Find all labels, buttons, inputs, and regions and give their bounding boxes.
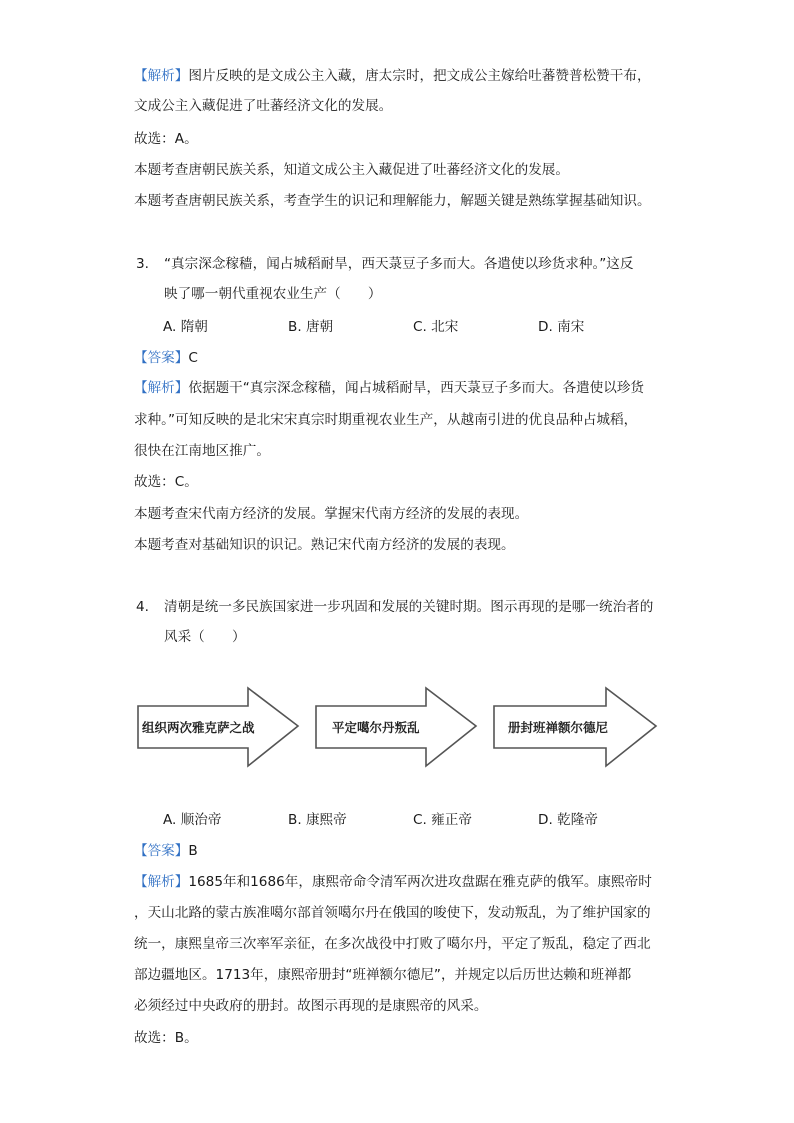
analysis-line [134,378,644,398]
answer-line [134,841,198,861]
analysis-line: 求种。”可知反映的是北宋宋真宗时期重视农业生产，从越南引进的优良品种占城稻， [134,412,638,428]
flow-step-label: 组织两次雅克萨之战 [142,720,255,735]
answer-tag: 【答案】 [134,843,189,859]
flow-arrow-2 [316,688,476,766]
analysis-line: 很快在江南地区推广。 [134,443,270,459]
note-line: 本题考查唐朝民族关系，考查学生的识记和理解能力，解题关键是熟练掌握基础知识。 [134,193,651,209]
analysis-line: 统一，康熙皇帝三次率军亲征，在多次战役中打败了噶尔丹，平定了叛乱，稳定了西北 [134,936,651,952]
answer-tag: 【答案】 [134,350,189,366]
analysis-line [134,872,652,892]
analysis-line: 部边疆地区。1713年，康熙帝册封“班禅额尔德尼”，并规定以后历世达赖和班禅都 [134,967,632,983]
analysis-line [134,66,651,86]
analysis-text: 1685年和1686年，康熙帝命令清军两次进攻盘踞在雅克萨的俄军。康熙帝时 [188,874,652,890]
answer-value: B [188,843,198,859]
analysis-text: 依据题干“真宗深念稼穑，闻占城稻耐旱，西天菉豆子多而大。各遣使以珍货 [188,380,645,396]
option-c: C. 雍正帝 [413,812,472,828]
option-a: A. 隋朝 [163,319,208,335]
note-line: 本题考查宋代南方经济的发展。掌握宋代南方经济的发展的表现。 [134,506,529,522]
question-number: 4. [136,599,149,615]
question-stem: 映了哪一朝代重视农业生产（ ） [164,286,382,302]
flow-arrow-1 [138,688,298,766]
option-c: C. 北宋 [413,319,459,335]
flow-diagram [136,684,660,774]
flow-arrow-3 [494,688,656,766]
analysis-text: 图片反映的是文成公主入藏，唐太宗时，把文成公主嫁给吐蕃赞普松赞干布， [188,68,651,84]
options-row [0,810,794,830]
question-stem: “真宗深念稼穑，闻占城稻耐旱，西天菉豆子多而大。各遣使以珍货求种。”这反 [164,256,634,272]
flow-step-label: 平定噶尔丹叛乱 [332,720,420,735]
option-d: D. 南宋 [538,319,585,335]
analysis-tag: 【解析】 [134,68,189,84]
analysis-line: 必须经过中央政府的册封。故图示再现的是康熙帝的风采。 [134,998,488,1014]
note-line: 本题考查对基础知识的识记。熟记宋代南方经济的发展的表现。 [134,537,515,553]
note-line: 本题考查唐朝民族关系，知道文成公主入藏促进了吐蕃经济文化的发展。 [134,162,569,178]
analysis-line: ，天山北路的蒙古族准噶尔部首领噶尔丹在俄国的唆使下，发动叛乱，为了维护国家的 [134,905,651,921]
question-stem: 清朝是统一多民族国家进一步巩固和发展的关键时期。图示再现的是哪一统治者的 [164,599,654,615]
analysis-tag: 【解析】 [134,874,189,890]
flow-step-label: 册封班禅额尔德尼 [508,720,609,735]
option-d: D. 乾隆帝 [538,812,598,828]
options-row [0,317,794,337]
choice-line: 故选：C。 [134,474,198,490]
analysis-tag: 【解析】 [134,380,189,396]
question-number: 3. [136,256,149,272]
answer-line [134,348,198,368]
option-a: A. 顺治帝 [163,812,222,828]
question-stem: 风采（ ） [164,629,246,645]
option-b: B. 唐朝 [288,319,334,335]
choice-line: 故选：B。 [134,1030,198,1046]
choice-line: 故选：A。 [134,131,198,147]
answer-value: C [188,350,198,366]
analysis-line: 文成公主入藏促进了吐蕃经济文化的发展。 [134,98,393,114]
option-b: B. 康熙帝 [288,812,347,828]
